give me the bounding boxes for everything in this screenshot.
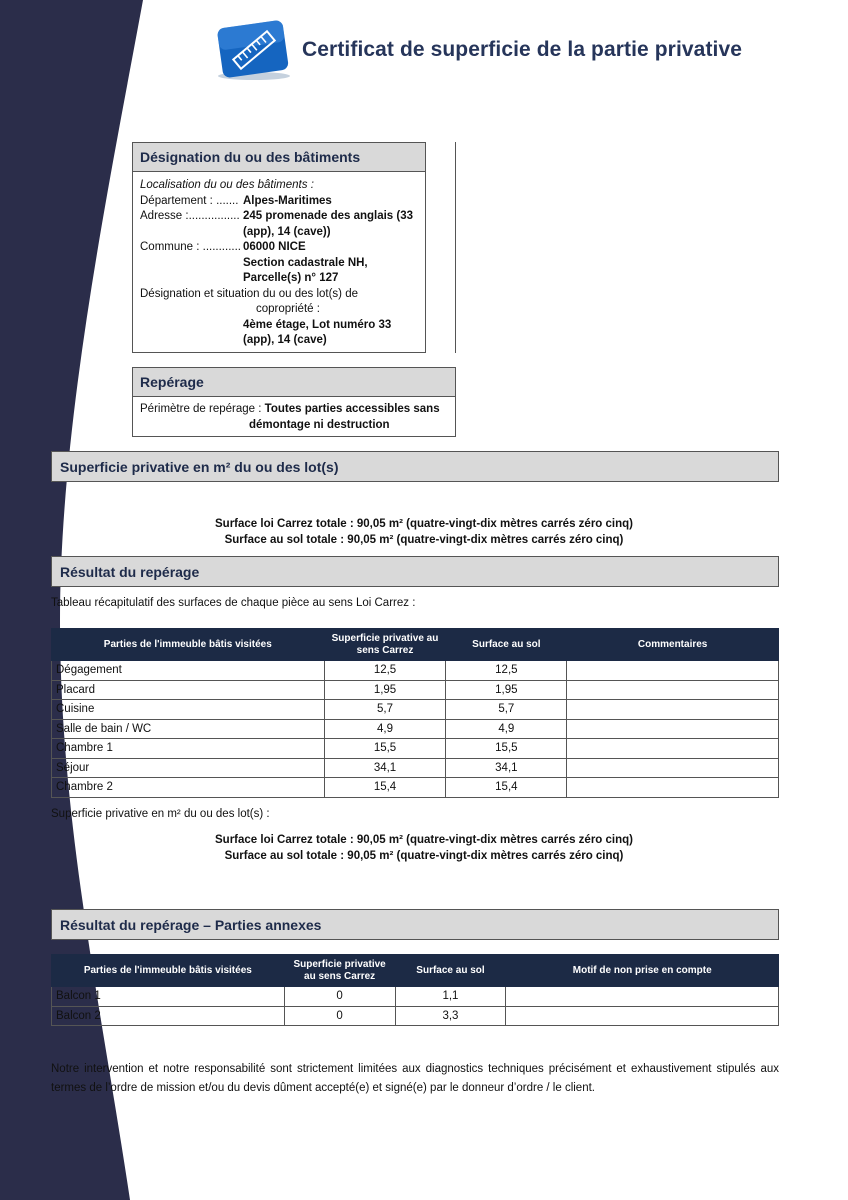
table-row bbox=[52, 661, 779, 681]
carrez-value: 4,9 bbox=[324, 719, 446, 739]
resultat-totals bbox=[51, 832, 797, 864]
adresse-value-line-1: 245 promenade des anglais (33 bbox=[243, 210, 414, 222]
sol-value: 34,1 bbox=[446, 758, 567, 778]
localisation-label: Localisation du ou des bâtiments : bbox=[140, 179, 314, 191]
designation-body bbox=[133, 172, 425, 355]
lots-value-line-1: 4ème étage, Lot numéro 33 bbox=[243, 318, 392, 331]
room-name: Chambre 1 bbox=[52, 739, 325, 759]
liability-notice: Notre intervention et notre responsabilité sont strictement limitées aux diagnostics techniques précisément et exhaustivement stipulés aux termes de l’ordre de mission et/ou du devis dûment accepté(e) et signé(e) par le donneur d’ordre / le client. bbox=[51, 1063, 779, 1094]
departement-label: Département : ....... bbox=[140, 194, 239, 207]
table-row bbox=[52, 758, 779, 778]
reperage-body bbox=[133, 397, 455, 439]
surfaces-table-header bbox=[52, 629, 779, 661]
table-row bbox=[52, 1006, 779, 1026]
comment bbox=[567, 661, 779, 681]
sol-value: 15,4 bbox=[446, 778, 567, 798]
room-name: Chambre 2 bbox=[52, 778, 325, 798]
column-header: Parties de l'immeuble bâtis visitées bbox=[52, 955, 285, 987]
carrez-value: 0 bbox=[284, 987, 395, 1007]
ruler-icon bbox=[214, 18, 292, 82]
table-row bbox=[52, 987, 779, 1007]
lots-value-line-2: (app), 14 (cave) bbox=[243, 334, 327, 346]
reperage-heading: Repérage bbox=[133, 368, 455, 397]
surfaces-table bbox=[51, 628, 779, 798]
room-name: Dégagement bbox=[52, 661, 325, 681]
commune-label: Commune : ............ bbox=[140, 241, 241, 253]
comment bbox=[567, 719, 779, 739]
column-header: Surface au sol bbox=[395, 955, 506, 987]
column-header: Superficie privative au sens Carrez bbox=[324, 629, 446, 661]
commune-row bbox=[140, 240, 418, 287]
resultat-intro: Tableau récapitulatif des surfaces de chaque pièce au sens Loi Carrez : bbox=[51, 597, 416, 609]
commune-value-line-3: Parcelle(s) n° 127 bbox=[243, 272, 339, 284]
departement-value: Alpes-Maritimes bbox=[243, 194, 332, 207]
perimetre-label: Périmètre de repérage : bbox=[140, 403, 265, 415]
table-row bbox=[52, 778, 779, 798]
commune-value-line-1: 06000 NICE bbox=[243, 241, 306, 253]
sol-value: 15,5 bbox=[446, 739, 567, 759]
annexes-heading: Résultat du repérage – Parties annexes bbox=[51, 909, 779, 940]
carrez-value: 1,95 bbox=[324, 680, 446, 700]
annexes-table bbox=[51, 954, 779, 1026]
sol-value: 4,9 bbox=[446, 719, 567, 739]
adresse-value-line-2: (app), 14 (cave)) bbox=[243, 225, 331, 238]
column-header: Parties de l'immeuble bâtis visitées bbox=[52, 629, 325, 661]
carrez-value: 12,5 bbox=[324, 661, 446, 681]
reperage-box bbox=[132, 367, 456, 437]
motif bbox=[506, 1006, 779, 1026]
comment bbox=[567, 778, 779, 798]
table-row bbox=[52, 700, 779, 720]
sol-value: 3,3 bbox=[395, 1006, 506, 1026]
departement-row bbox=[140, 194, 418, 210]
column-header: Surface au sol bbox=[446, 629, 567, 661]
designation-box bbox=[132, 142, 426, 353]
column-header: Motif de non prise en compte bbox=[506, 955, 779, 987]
room-name: Cuisine bbox=[52, 700, 325, 720]
comment bbox=[567, 758, 779, 778]
resultat-sol-total: Surface au sol totale : 90,05 m² (quatre-vingt-dix mètres carrés zéro cinq) bbox=[224, 850, 624, 862]
room-name: Salle de bain / WC bbox=[52, 719, 325, 739]
sol-value: 12,5 bbox=[446, 661, 567, 681]
lots-label-line-1: Désignation et situation du ou des lot(s) de bbox=[140, 287, 358, 300]
resultat-heading: Résultat du repérage bbox=[51, 556, 779, 587]
comment bbox=[567, 700, 779, 720]
perimetre-value-line-1: Toutes parties accessibles sans bbox=[264, 403, 440, 415]
page-title: Certificat de superficie de la partie privative bbox=[302, 38, 743, 61]
superficie-totals bbox=[51, 516, 797, 548]
superficie-heading: Superficie privative en m² du ou des lot(s) bbox=[51, 451, 779, 482]
perimetre-value-line-2: démontage ni destruction bbox=[249, 418, 390, 431]
motif bbox=[506, 987, 779, 1007]
comment bbox=[567, 739, 779, 759]
comment bbox=[567, 680, 779, 700]
room-name: Balcon 1 bbox=[52, 987, 285, 1007]
annexes-table-header bbox=[52, 955, 779, 987]
carrez-value: 34,1 bbox=[324, 758, 446, 778]
superficie-sol-total: Surface au sol totale : 90,05 m² (quatre-vingt-dix mètres carrés zéro cinq) bbox=[224, 534, 624, 546]
sol-value: 1,95 bbox=[446, 680, 567, 700]
adresse-row bbox=[140, 209, 418, 240]
room-name: Balcon 2 bbox=[52, 1006, 285, 1026]
carrez-value: 15,5 bbox=[324, 739, 446, 759]
column-header: Commentaires bbox=[567, 629, 779, 661]
lots-label-line-2: copropriété : bbox=[256, 303, 320, 315]
room-name: Placard bbox=[52, 680, 325, 700]
commune-value-line-2: Section cadastrale NH, bbox=[243, 256, 368, 269]
table-row bbox=[52, 680, 779, 700]
carrez-value: 5,7 bbox=[324, 700, 446, 720]
adresse-label: Adresse :................ bbox=[140, 210, 240, 222]
resultat-carrez-total: Surface loi Carrez totale : 90,05 m² (quatre-vingt-dix mètres carrés zéro cinq) bbox=[215, 834, 633, 846]
table-row bbox=[52, 719, 779, 739]
resultat-after-label: Superficie privative en m² du ou des lot(s) : bbox=[51, 808, 270, 820]
table-row bbox=[52, 739, 779, 759]
carrez-value: 15,4 bbox=[324, 778, 446, 798]
sol-value: 5,7 bbox=[446, 700, 567, 720]
column-header: Superficie privative au sens Carrez bbox=[284, 955, 395, 987]
designation-heading: Désignation du ou des bâtiments bbox=[133, 143, 425, 172]
room-name: Séjour bbox=[52, 758, 325, 778]
carrez-value: 0 bbox=[284, 1006, 395, 1026]
sol-value: 1,1 bbox=[395, 987, 506, 1007]
superficie-carrez-total: Surface loi Carrez totale : 90,05 m² (quatre-vingt-dix mètres carrés zéro cinq) bbox=[215, 518, 633, 530]
divider-line bbox=[455, 142, 456, 353]
